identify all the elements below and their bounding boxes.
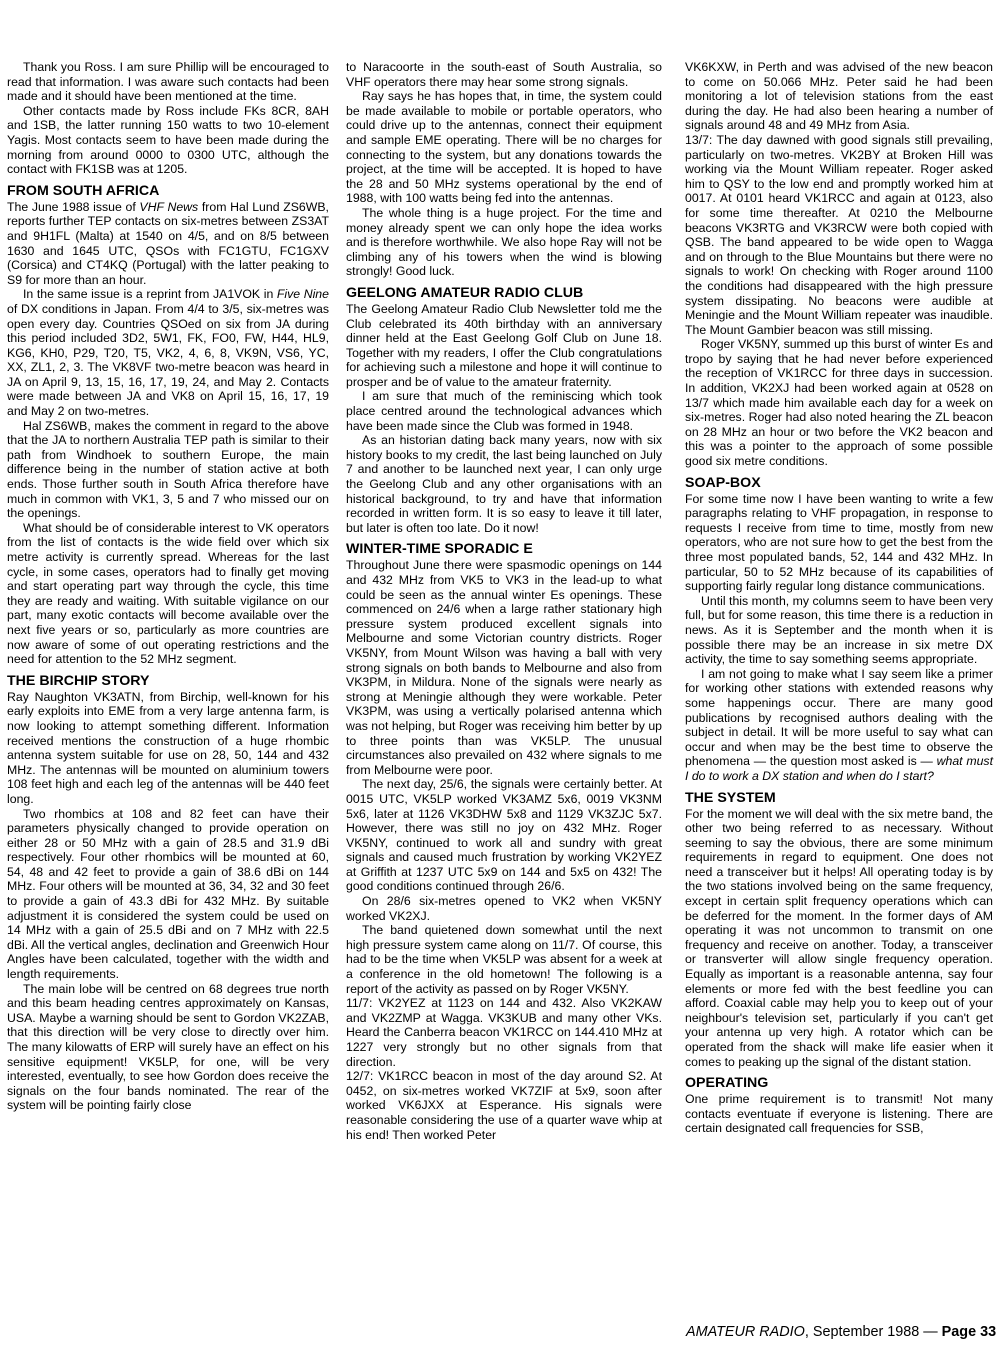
heading-birchip-story: THE BIRCHIP STORY (7, 672, 150, 689)
column-3 (685, 60, 993, 1136)
paragraph: Ray says he has hopes that, in time, the system could be made available to mobile or portable operators, who could drive up to the antennas, connect their equipment and sample EME operating. There will be no charges for connecting to the system, but any donations towards the project, at the time will be accepted. It is hoped to have the 28 and 50 MHz systems operational by the end of 1988, with 100 watts being fed into the antennas. (346, 89, 662, 206)
page-number: Page 33 (941, 1324, 997, 1340)
column-2 (346, 60, 662, 1142)
paragraph: 11/7: VK2YEZ at 1123 on 144 and 432. Also VK2KAW and VK2ZMP at Wagga. VK3KUB and many other VKs. Heard the Canberra beacon VK1RCC on 144.410 MHz at 1227 very strongly but no other signals from that direction. (346, 996, 662, 1069)
paragraph: Until this month, my columns seem to have been very full, but for some reason, this time there is a reduction in news. As it is September and the month when it is possible there may be an increase in six metre DX activity, the time to say something seems appropriate. (685, 593, 993, 667)
text-run: In the same issue is a reprint from JA1VOK in (23, 287, 277, 302)
paragraph: 12/7: VK1RCC beacon in most of the day around S2. At 0452, on six-metres worked VK7ZIF at 5x9, soon after worked VK6JXX at Esperance. His signals were reasonable considering the use of a quarter wave whip at his end! Then worked Peter (346, 1069, 662, 1142)
heading-from-south-africa: FROM SOUTH AFRICA (7, 182, 160, 199)
paragraph: The Geelong Amateur Radio Club Newsletter told me the Club celebrated its 40th birthday with an anniversary dinner held at the East Geelong Golf Club on June 18. Together with my readers, I offer the Club congratulations for achieving such a milestone and hope it will continue to prosper and be of value to the amateur fraternity. (346, 301, 662, 389)
text-run: from Hal Lund ZS6WB, reports further TEP contacts on six-metres between ZS3AT and 9H1FL (Malta) at 1540 on 4/5, and on 8/5 between 1630 and 1645 UTC, QSOs with FC1GTU, FC1GXV (Corsica) and CT4KQ (Portugal) with the latter peaking to S9 for more than an hour. (7, 199, 329, 287)
paragraph: The whole thing is a huge project. For the time and money already spent we can only hope the idea works and is therefore worthwhile. We also hope Ray will not be climbing any of his towers when the wind is blowing strongly! Good luck. (346, 205, 662, 279)
column-1 (7, 60, 329, 1113)
paragraph: VK6KXW, in Perth and was advised of the new beacon to come on 50.066 MHz. Peter said he had been monitoring a lot of television stations from the east during the day. He had also been hearing a number of signals around 48 and 49 MHz from Asia. (685, 60, 993, 133)
paragraph: One prime requirement is to transmit! Not many contacts eventuate if everyone is listening. There are certain designated call frequencies for SSB, (685, 1092, 993, 1136)
paragraph: The next day, 25/6, the signals were certainly better. At 0015 UTC, VK5LP worked VK3AMZ 5x6, 0019 VK3NM 5x6, later at 1126 VK3DHW 5x8 and 1129 VK3ZJC 5x7. However, there was still no joy on 432 MHz. Roger VK5NY, continued to work all and sundry with great signals and caused much frustration by working VK2YEZ at Griffith at 1237 UTC 5x9 on 144 and 5x5 on 432! The good conditions continued through 26/6. (346, 777, 662, 894)
paragraph: 13/7: The day dawned with good signals still prevailing, particularly on two-metres. VK2BY at Broken Hill was working via the Mount William repeater. Roger asked him to QSY to the low end and promptly worked him at 0017. At 0101 heard VK1RCC and again at 0123, also for some time thereafter. At 0210 the Melbourne beacons VK3RTG and VK3RCW were both copied with QSB. The band appeared to be wide open to Wagga and on through to the Blue Mountains but there were no signals to work! On checking with Roger around 1100 the conditions had disappeared with the high pressure system dissipating. No beacons were audible at Meningie and the Mount William repeater was inaudible. The Mount Gambier beacon was still missing. (685, 132, 993, 337)
paragraph: Two rhombics at 108 and 82 feet can have their parameters physically changed to provide operation on either 28 or 50 MHz with a gain of 28.5 and 31.9 dBi respectively. Four other rhombics will be mounted at 60, 54, 48 and 42 feet to provide a gain of 38.6 dBi on 144 MHz. Four others will be mounted at 36, 34, 32 and 30 feet to provide a gain of 43.3 dBi for 432 MHz. By suitable adjustment it is considered the system could be used on 14 MHz with a gain of 25.5 dBi and on 7 MHz with 22.5 dBi. All the vertical angles, declination and Greenwich Hour Angles have been calculated, together with the width and length requirements. (7, 806, 329, 982)
paragraph: As an historian dating back many years, now with six history books to my credit, the last being launched on July 7 and another to be launched next year, I can only urge the Geelong Club and any other organisations with an historical background, to try and have that information recorded in written form. It is so easy to leave it till later, but later is often too late. Do it now! (346, 433, 662, 535)
publication-name: AMATEUR RADIO (686, 1324, 805, 1340)
emphasis-question: what must I do to work a DX station and when do I start? (685, 754, 993, 783)
paragraph (7, 287, 329, 418)
paragraph: Throughout June there were spasmodic openings on 144 and 432 MHz from VK5 to VK3 in the lead-up to what could be seen as the annual winter Es openings. These commenced on 24/6 when a large rather stationary high pressure system produced excellent signals into Melbourne and some Victorian country districts. Roger VK5NY, from Mount Wilson was having a ball with very strong signals on both bands to Melbourne and also from VK3PM, in Mildura. None of the signals were nearly as strong at Meningie although they were workable. Peter VK3PM, was using a vertically polarised antenna which was not helping, but Roger was receiving him better by up to three points than was VK5LP. The unusual circumstances also prevailed on 432 where signals to me from Melbourne were poor. (346, 558, 662, 777)
heading-winter-sporadic-e: WINTER-TIME SPORADIC E (346, 541, 533, 558)
paragraph (685, 667, 993, 784)
text-run: I am not going to make what I say seem like a primer for working other stations with extended reasons why some happenings occur. There are many good publications by recognised authors dealing with the subject in detail. It will be more useful to say what can occur and when may be the best time to observe the phenomena — the question most asked is — (685, 666, 993, 769)
text-run: The June 1988 issue of (7, 199, 140, 214)
heading-soap-box: SOAP-BOX (685, 474, 761, 491)
paragraph: For some time now I have been wanting to write a few paragraphs relating to VHF propagation, in response to requests I receive from time to time, mostly from new operators, who are not sure how to get the best from the three most populated bands, 52, 144 and 432 MHz. In particular, 50 to 52 MHz because of its capabilities of supporting fairly regular long distance communications. (685, 491, 993, 594)
page-footer (686, 1324, 997, 1340)
paragraph: Ray Naughton VK3ATN, from Birchip, well-known for his early exploits into EME from a very large antenna farm, is now looking to attempt something different. Information received mentions the construction of a huge rhombic antenna system suitable for use on 28, 50, 144 and 432 MHz. The antennas will be mounted on aluminium towers 108 feet high and each leg of the antennas will be 440 feet long. (7, 689, 329, 806)
paragraph: On 28/6 six-metres opened to VK2 when VK5NY worked VK2XJ. (346, 894, 662, 923)
paragraph: Hal ZS6WB, makes the comment in regard to the above that the JA to northern Australia TEP path is similar to their path from Windhoek to southern Europe, the main difference being in the number of station active at both ends. Those further south in South Africa therefore have much in common with VK1, 3, 5 and 7 who missed our on the openings. (7, 418, 329, 521)
heading-the-system: THE SYSTEM (685, 789, 776, 806)
paragraph: to Naracoorte in the south-east of South Australia, so VHF operators there may hear some strong signals. (346, 60, 662, 89)
paragraph: What should be of considerable interest to VK operators from the list of contacts is the wide field over which six metre activity is currently spread. Whereas for the last cycle, in some cases, operators had to finally get moving and start operating part way through the cycle, this time they are ready and waiting. With suitable vigilance on our part, many exotic contacts will become available over the next five years or so, particularly as more countries are now aware of some of out operating restrictions and the need for attention to the 52 MHz segment. (7, 520, 329, 667)
text-run: of DX conditions in Japan. From 4/4 to 3/5, six-metres was open every day. Countries QSOed on six from JA during this period included 3D2, 5W1, FK, FO0, FW, H44, HL9, KG6, KH0, P29, T20, T5, VK2, 4, 6, 8, VK9N, VS6, YC, XX, ZL1, 2, 3. The VK8VF two-metre beacon was heard in JA on April 9, 13, 15, 16, 17, 19, 24, and May 2. Contacts were made between JA and VK8 on April 15, 16, 17, 19 and May 2 on two-metres. (7, 301, 329, 419)
paragraph: The band quietened down somewhat until the next high pressure system came along on 11/7. Of course, this had to be the time when VK5LP was absent for a week at a conference in the old hometown! The following is a report of the activity as passed on by Roger VK5NY. (346, 923, 662, 996)
issue-date: , September 1988 — (804, 1324, 942, 1340)
paragraph: For the moment we will deal with the six metre band, the other two being referred to as necessary. Without seeming to say the obvious, there are some minimum requirements in regard to equipment. One does not need a transceiver but it helps! All operating today is by the two stations involved being on the same frequency, except in certain split frequency operations which can be deferred for the moment. In the former days of AM operating it was not uncommon to transmit on one frequency and receive on another. Today, a transceiver or transverter will allow single frequency operation. Equally as important is a reasonable antenna, say four elements or more fed with the best feedline you can afford. Coaxial cable may help you to keep out of your neighbour's television set, particularly if you can't get your antenna up very high. A rotator which can be operated from the shack will make life easier when it comes to peaking up the signal of the distant station. (685, 806, 993, 1069)
paragraph: Thank you Ross. I am sure Phillip will be encouraged to read that information. I was aware such contacts had been made and it should have been mentioned at the time. (7, 60, 329, 104)
paragraph: I am sure that much of the reminiscing which took place centred around the technological advances which have been made since the Club was formed in 1948. (346, 389, 662, 433)
paragraph (7, 200, 329, 288)
publication-title: VHF News (139, 199, 199, 214)
heading-geelong-club: GEELONG AMATEUR RADIO CLUB (346, 284, 584, 301)
publication-title: Five Nine (276, 287, 329, 302)
paragraph: The main lobe will be centred on 68 degrees true north and this beam heading centres approximately on Kansas, USA. Maybe a warning should be sent to Gordon VK2ZAB, that this direction will be very close to directly over him. The many kilowatts of ERP will surely have an effect on his sensitive equipment! VK5LP, for one, will be very interested, eventually, to see how Gordon does receive the signals on the four bands nominated. The rear of the system will be pointing fairly close (7, 981, 329, 1113)
paragraph: Other contacts made by Ross include FKs 8CR, 8AH and 1SB, the latter running 150 watts to two 10-element Yagis. Most contacts seem to have been made during the morning from around 0000 to 0300 UTC, although the contact with FK1SB was at 1205. (7, 103, 329, 177)
paragraph: Roger VK5NY, summed up this burst of winter Es and tropo by saying that he had never before experienced the reception of VK1RCC for three days in succession. In addition, VK2XJ had been worked again at 0528 on 13/7 which made him available each day for a week on six-metres. Roger had also noted hearing the ZL beacon on 28 MHz an hour or two before the VK2 beacon and this was a pointer to the approach of some possible good six metre conditions. (685, 337, 993, 469)
heading-operating: OPERATING (685, 1075, 769, 1092)
